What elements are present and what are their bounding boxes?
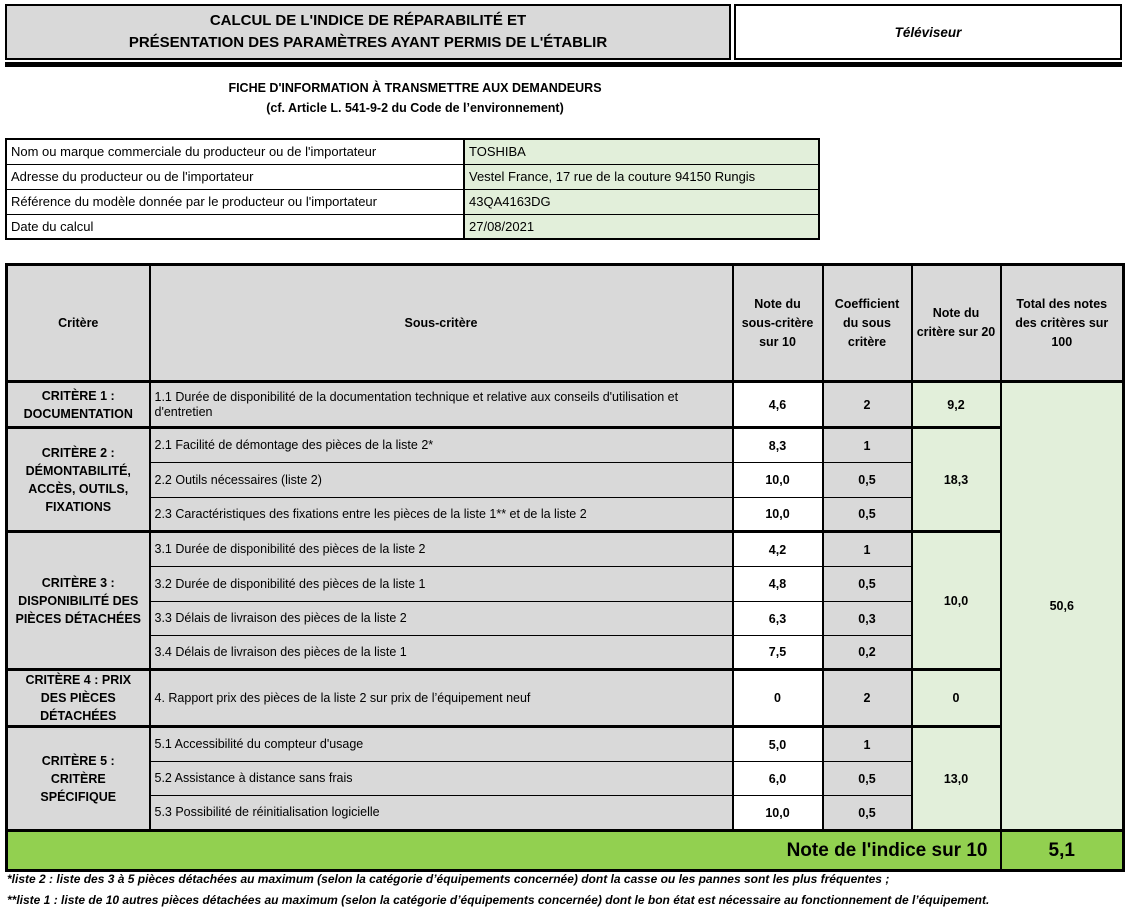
sous-critere-label: 5.3 Possibilité de réinitialisation logicielle xyxy=(150,796,733,831)
critere-1-name: CRITÈRE 1 : DOCUMENTATION xyxy=(7,382,150,428)
footnote-liste-1: **liste 1 : liste de 10 autres pièces détachées au maximum (selon la catégorie d’équipements concernée) dont le bon état est nécessaire au fonctionnement de l’équipement. xyxy=(7,893,990,907)
coefficient: 1 xyxy=(823,428,912,463)
sous-critere-label: 1.1 Durée de disponibilité de la documentation technique et relative aux conseils d'utilisation et d'entretien xyxy=(150,382,733,428)
device-category: Téléviseur xyxy=(894,24,962,40)
info-row xyxy=(6,139,819,164)
info-label: Référence du modèle donnée par le producteur ou l'importateur xyxy=(6,189,464,214)
sous-critere-label: 2.3 Caractéristiques des fixations entre les pièces de la liste 1** et de la liste 2 xyxy=(150,498,733,532)
document-title xyxy=(5,4,731,60)
info-label: Nom ou marque commerciale du producteur ou de l'importateur xyxy=(6,139,464,164)
criteria-table xyxy=(5,263,1125,872)
note-critere-1: 9,2 xyxy=(912,382,1001,428)
note-sous-critere: 10,0 xyxy=(733,498,823,532)
note-sous-critere: 4,6 xyxy=(733,382,823,428)
col-header-note20: Note du critère sur 20 xyxy=(912,265,1001,382)
info-value-date: 27/08/2021 xyxy=(464,214,819,239)
note-critere-5: 13,0 xyxy=(912,727,1001,831)
coefficient: 2 xyxy=(823,670,912,727)
sous-critere-label: 3.3 Délais de livraison des pièces de la liste 2 xyxy=(150,602,733,636)
sous-critere-label: 4. Rapport prix des pièces de la liste 2 sur prix de l’équipement neuf xyxy=(150,670,733,727)
document-header xyxy=(5,4,1122,67)
footnote-liste-2: *liste 2 : liste des 3 à 5 pièces détachées au maximum (selon la catégorie d’équipements concernée) dont la casse ou les pannes sont les plus fréquentes ; xyxy=(7,872,890,886)
col-header-note10: Note du sous-critère sur 10 xyxy=(733,265,823,382)
critere-3-name: CRITÈRE 3 : DISPONIBILITÉ DES PIÈCES DÉTACHÉES xyxy=(7,532,150,670)
coefficient: 0,5 xyxy=(823,567,912,602)
table-row xyxy=(7,382,1124,428)
device-category-box xyxy=(734,4,1122,60)
coefficient: 1 xyxy=(823,532,912,567)
coefficient: 0,2 xyxy=(823,636,912,670)
table-header-row xyxy=(7,265,1124,382)
critere-4-name: CRITÈRE 4 : PRIX DES PIÈCES DÉTACHÉES xyxy=(7,670,150,727)
info-label: Adresse du producteur ou de l'importateur xyxy=(6,164,464,189)
index-label: Note de l'indice sur 10 xyxy=(7,831,1001,871)
coefficient: 1 xyxy=(823,727,912,762)
subtitle-line-2: (cf. Article L. 541-9-2 du Code de l’environnement) xyxy=(266,101,564,115)
coefficient: 0,5 xyxy=(823,463,912,498)
coefficient: 0,5 xyxy=(823,796,912,831)
table-row xyxy=(7,670,1124,727)
note-sous-critere: 8,3 xyxy=(733,428,823,463)
sous-critere-label: 5.2 Assistance à distance sans frais xyxy=(150,762,733,796)
note-critere-4: 0 xyxy=(912,670,1001,727)
sous-critere-label: 3.2 Durée de disponibilité des pièces de la liste 1 xyxy=(150,567,733,602)
table-row xyxy=(7,727,1124,762)
index-row xyxy=(7,831,1124,871)
col-header-total100: Total des notes des critères sur 100 xyxy=(1001,265,1124,382)
note-sous-critere: 4,8 xyxy=(733,567,823,602)
sous-critere-label: 3.1 Durée de disponibilité des pièces de la liste 2 xyxy=(150,532,733,567)
note-sous-critere: 10,0 xyxy=(733,463,823,498)
critere-5-name: CRITÈRE 5 : CRITÈRE SPÉCIFIQUE xyxy=(7,727,150,831)
info-value-model: 43QA4163DG xyxy=(464,189,819,214)
subtitle-line-1: FICHE D'INFORMATION À TRANSMETTRE AUX DEMANDEURS xyxy=(228,81,602,95)
info-row xyxy=(6,214,819,239)
info-value-address: Vestel France, 17 rue de la couture 94150 Rungis xyxy=(464,164,819,189)
sous-critere-label: 5.1 Accessibilité du compteur d'usage xyxy=(150,727,733,762)
coefficient: 0,5 xyxy=(823,762,912,796)
note-critere-3: 10,0 xyxy=(912,532,1001,670)
info-value-brand: TOSHIBA xyxy=(464,139,819,164)
producer-info-table xyxy=(5,138,820,240)
critere-2-name: CRITÈRE 2 : DÉMONTABILITÉ, ACCÈS, OUTILS, FIXATIONS xyxy=(7,428,150,532)
total-notes-100: 50,6 xyxy=(1001,382,1124,831)
title-line-2: PRÉSENTATION DES PARAMÈTRES AYANT PERMIS DE L'ÉTABLIR xyxy=(128,34,608,51)
note-sous-critere: 7,5 xyxy=(733,636,823,670)
info-row xyxy=(6,189,819,214)
info-row xyxy=(6,164,819,189)
note-sous-critere: 10,0 xyxy=(733,796,823,831)
index-value: 5,1 xyxy=(1001,831,1124,871)
coefficient: 2 xyxy=(823,382,912,428)
note-sous-critere: 0 xyxy=(733,670,823,727)
sous-critere-label: 2.1 Facilité de démontage des pièces de la liste 2* xyxy=(150,428,733,463)
note-sous-critere: 5,0 xyxy=(733,727,823,762)
sous-critere-label: 3.4 Délais de livraison des pièces de la liste 1 xyxy=(150,636,733,670)
subtitle xyxy=(5,78,825,118)
table-row xyxy=(7,532,1124,567)
note-sous-critere: 6,0 xyxy=(733,762,823,796)
col-header-critere: Critère xyxy=(7,265,150,382)
sous-critere-label: 2.2 Outils nécessaires (liste 2) xyxy=(150,463,733,498)
col-header-sous-critere: Sous-critère xyxy=(150,265,733,382)
title-line-1: CALCUL DE L'INDICE DE RÉPARABILITÉ ET xyxy=(209,12,527,29)
info-label: Date du calcul xyxy=(6,214,464,239)
note-critere-2: 18,3 xyxy=(912,428,1001,532)
note-sous-critere: 4,2 xyxy=(733,532,823,567)
table-row xyxy=(7,428,1124,463)
note-sous-critere: 6,3 xyxy=(733,602,823,636)
coefficient: 0,3 xyxy=(823,602,912,636)
col-header-coefficient: Coefficient du sous critère xyxy=(823,265,912,382)
coefficient: 0,5 xyxy=(823,498,912,532)
